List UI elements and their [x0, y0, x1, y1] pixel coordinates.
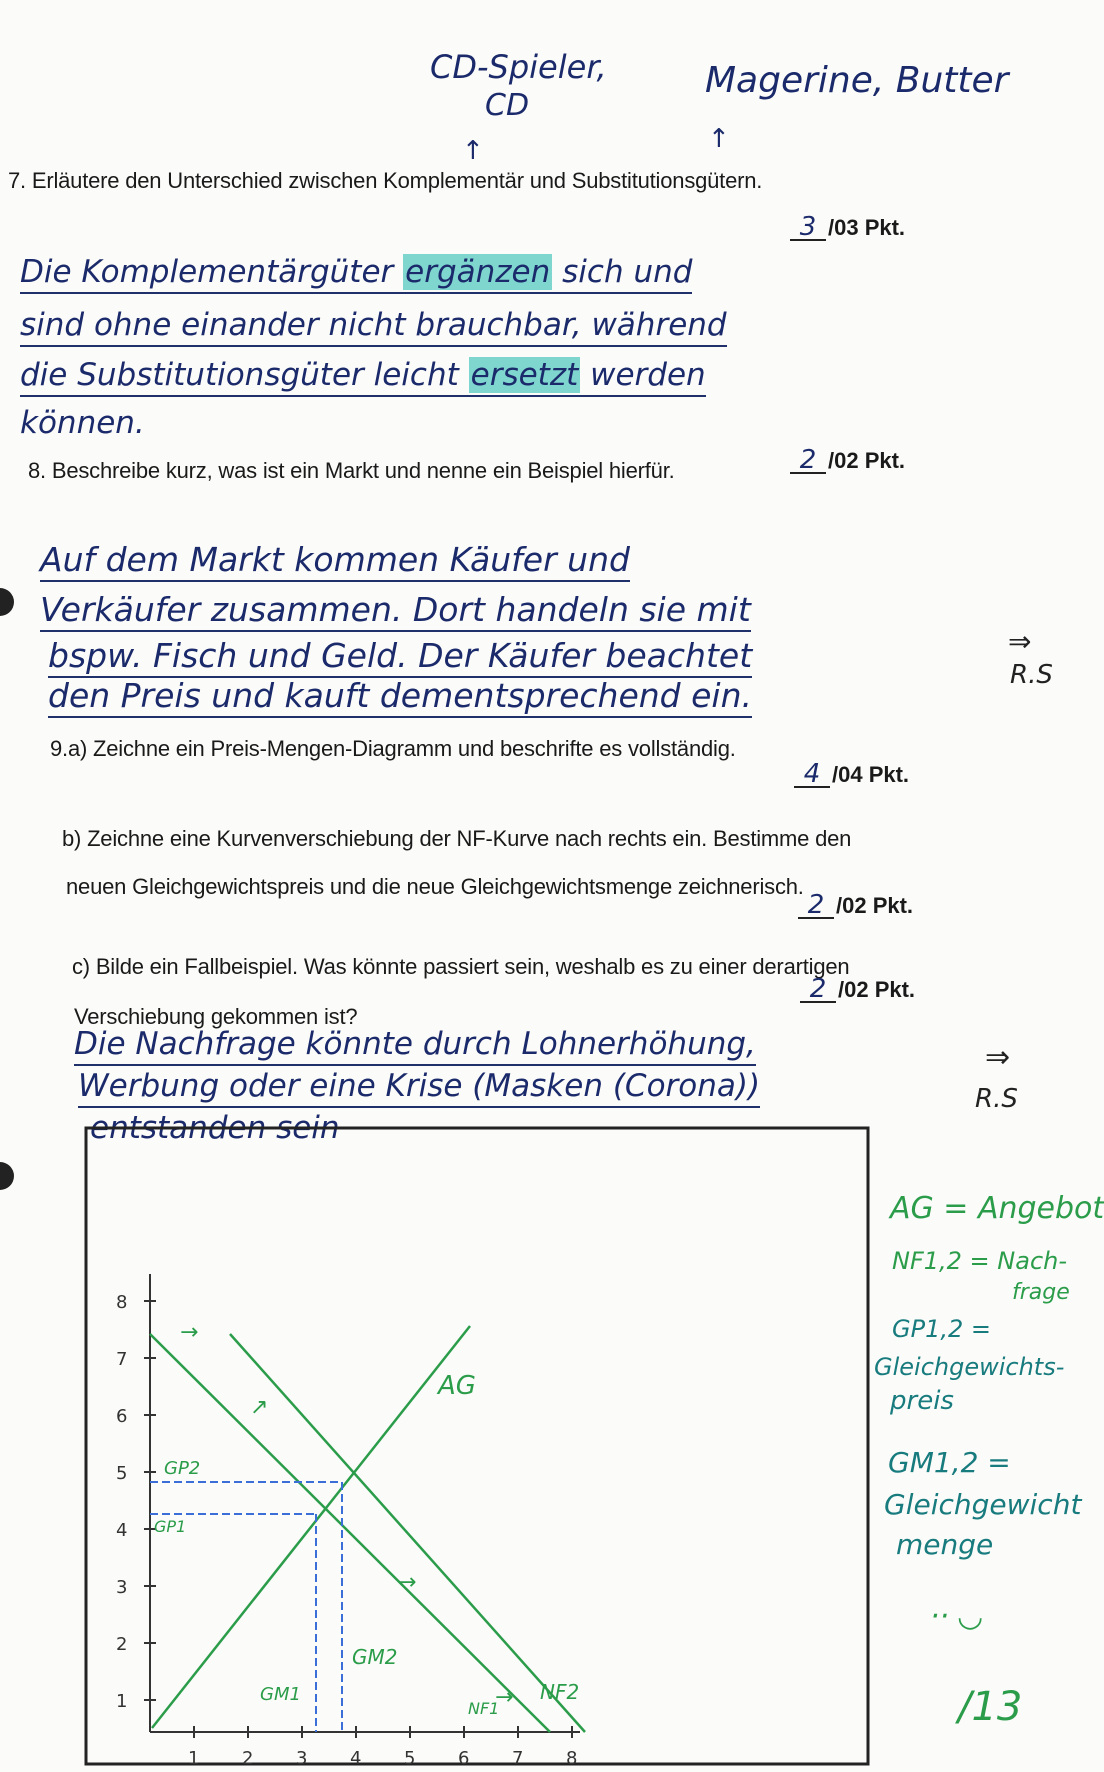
punch-hole-top — [0, 588, 14, 616]
score-q8 — [790, 445, 906, 475]
label-ag: AG — [438, 1371, 476, 1401]
butter-note: Magerine, Butter — [705, 60, 1009, 101]
price-quantity-diagram — [80, 1124, 875, 1769]
answer-q8-line2: Verkäufer zusammen. Dort handeln sie mit — [40, 590, 751, 632]
shift-arrow-icon-4: → — [495, 1685, 514, 1710]
shift-arrow-icon-2: ↗ — [250, 1395, 269, 1420]
answer-q7-line2: sind ohne einander nicht brauchbar, während — [20, 305, 727, 347]
score-q7 — [790, 212, 906, 242]
score-q9a-max: /04 Pkt. — [832, 762, 910, 787]
legend-nf-line1: NF1,2 = Nach- — [892, 1247, 1068, 1275]
score-q7-max: /03 Pkt. — [828, 215, 906, 240]
legend-ag: AG = Angebot — [890, 1191, 1104, 1226]
question-8: 8. Beschreibe kurz, was ist ein Markt und nenne ein Beispiel hierfür. — [28, 458, 675, 483]
y-tick-label-7: 7 — [116, 1349, 128, 1370]
answer-q9c-line1: Die Nachfrage könnte durch Lohnerhöhung, — [74, 1024, 756, 1066]
label-gm2: GM2 — [352, 1645, 398, 1669]
score-q9c — [800, 974, 916, 1004]
score-q9b-given: 2 — [798, 893, 834, 919]
teacher-arrow-q8-icon: ⇒ — [1008, 625, 1032, 658]
smiley-icon: ·· ◡ — [930, 1599, 982, 1634]
label-gp2: GP2 — [164, 1458, 201, 1479]
score-q9c-max: /02 Pkt. — [838, 977, 916, 1002]
legend-nf-line2: frage — [1012, 1280, 1070, 1305]
score-q9b — [798, 890, 914, 920]
cd-note-1: CD-Spieler, — [430, 48, 607, 86]
score-q7-given: 3 — [790, 215, 826, 241]
answer-q8-line1: Auf dem Markt kommen Käufer und — [40, 540, 630, 582]
cd-note-2: CD — [485, 88, 530, 123]
score-q9b-max: /02 Pkt. — [836, 893, 914, 918]
answer-q7-line1: Die Komplementärgüter ergänzen sich und — [20, 252, 692, 294]
label-nf2: NF2 — [540, 1680, 580, 1704]
answer-q7-line3: die Substitutionsgüter leicht ersetzt werden — [20, 355, 706, 397]
question-9a: 9.a) Zeichne ein Preis-Mengen-Diagramm und beschrifte es vollständig. — [50, 736, 736, 761]
total-score: /13 — [958, 1684, 1023, 1730]
x-tick-label-7: 7 — [512, 1748, 524, 1769]
legend-gp-line2: Gleichgewichts- — [874, 1353, 1065, 1381]
demand-curve-nf2 — [230, 1334, 585, 1732]
x-tick-label-2: 2 — [242, 1748, 254, 1769]
teacher-arrow-icon: ⇒ — [985, 1040, 1011, 1075]
question-9b-line2: neuen Gleichgewichtspreis und die neue Gleichgewichtsmenge zeichnerisch. — [66, 874, 804, 899]
score-q8-given: 2 — [790, 448, 826, 474]
diagram-frame — [86, 1128, 868, 1764]
legend-gm-line2: Gleichgewicht — [884, 1488, 1082, 1521]
shift-arrow-icon-3: → — [398, 1570, 417, 1595]
question-9c-line1: c) Bilde ein Fallbeispiel. Was könnte passiert sein, weshalb es zu einer derartigen — [72, 954, 850, 979]
punch-hole-bottom — [0, 1162, 14, 1190]
arrow-cd-icon: ↑ — [462, 136, 484, 166]
highlight-ersetzt: ersetzt — [470, 357, 579, 393]
y-tick-label-8: 8 — [116, 1292, 128, 1313]
x-tick-label-3: 3 — [296, 1748, 308, 1769]
y-tick-label-6: 6 — [116, 1406, 128, 1427]
shift-arrow-icon-1: → — [180, 1320, 199, 1345]
legend-gp-line1: GP1,2 = — [892, 1315, 991, 1343]
question-9b-line1: b) Zeichne eine Kurvenverschiebung der NF-Kurve nach rechts ein. Bestimme den — [62, 826, 852, 851]
x-tick-label-1: 1 — [188, 1748, 200, 1769]
x-tick-label-5: 5 — [404, 1748, 416, 1769]
question-9c-line2: Verschiebung gekommen ist? — [74, 1004, 358, 1029]
legend-gm-line1: GM1,2 = — [888, 1446, 1011, 1479]
score-q9a — [794, 759, 910, 789]
y-tick-label-5: 5 — [116, 1463, 128, 1484]
label-nf1: NF1 — [468, 1699, 500, 1718]
x-tick-label-8: 8 — [566, 1748, 578, 1769]
answer-q8-line4: den Preis und kauft dementsprechend ein. — [48, 676, 752, 718]
label-gp1: GP1 — [154, 1517, 187, 1536]
legend-gm-line3: menge — [896, 1528, 994, 1561]
answer-q7-line4: können. — [20, 405, 145, 441]
y-tick-label-3: 3 — [116, 1577, 128, 1598]
legend-gp-line3: preis — [890, 1386, 954, 1416]
y-tick-label-1: 1 — [116, 1691, 128, 1712]
score-q8-max: /02 Pkt. — [828, 448, 906, 473]
label-gm1: GM1 — [260, 1684, 301, 1705]
answer-q8-line3: bspw. Fisch und Geld. Der Käufer beachtet — [48, 636, 752, 678]
x-tick-label-6: 6 — [458, 1748, 470, 1769]
score-q9a-given: 4 — [794, 762, 830, 788]
question-7: 7. Erläutere den Unterschied zwischen Komplementär und Substitutionsgütern. — [8, 168, 763, 193]
demand-curve-nf1 — [150, 1334, 550, 1732]
answer-q9c-line3: entstanden sein — [90, 1110, 340, 1146]
arrow-butter-icon: ↑ — [708, 124, 730, 154]
y-tick-label-2: 2 — [116, 1634, 128, 1655]
score-q9c-given: 2 — [800, 977, 836, 1003]
highlight-ergaenzen: ergänzen — [405, 254, 551, 290]
y-tick-label-4: 4 — [116, 1520, 128, 1541]
x-tick-label-4: 4 — [350, 1748, 362, 1769]
answer-q9c-line2: Werbung oder eine Krise (Masken (Corona)) — [78, 1066, 760, 1108]
teacher-note-q8: R.S — [1010, 660, 1053, 690]
teacher-note-q9c: R.S — [975, 1084, 1018, 1114]
supply-curve-ag — [152, 1326, 470, 1728]
